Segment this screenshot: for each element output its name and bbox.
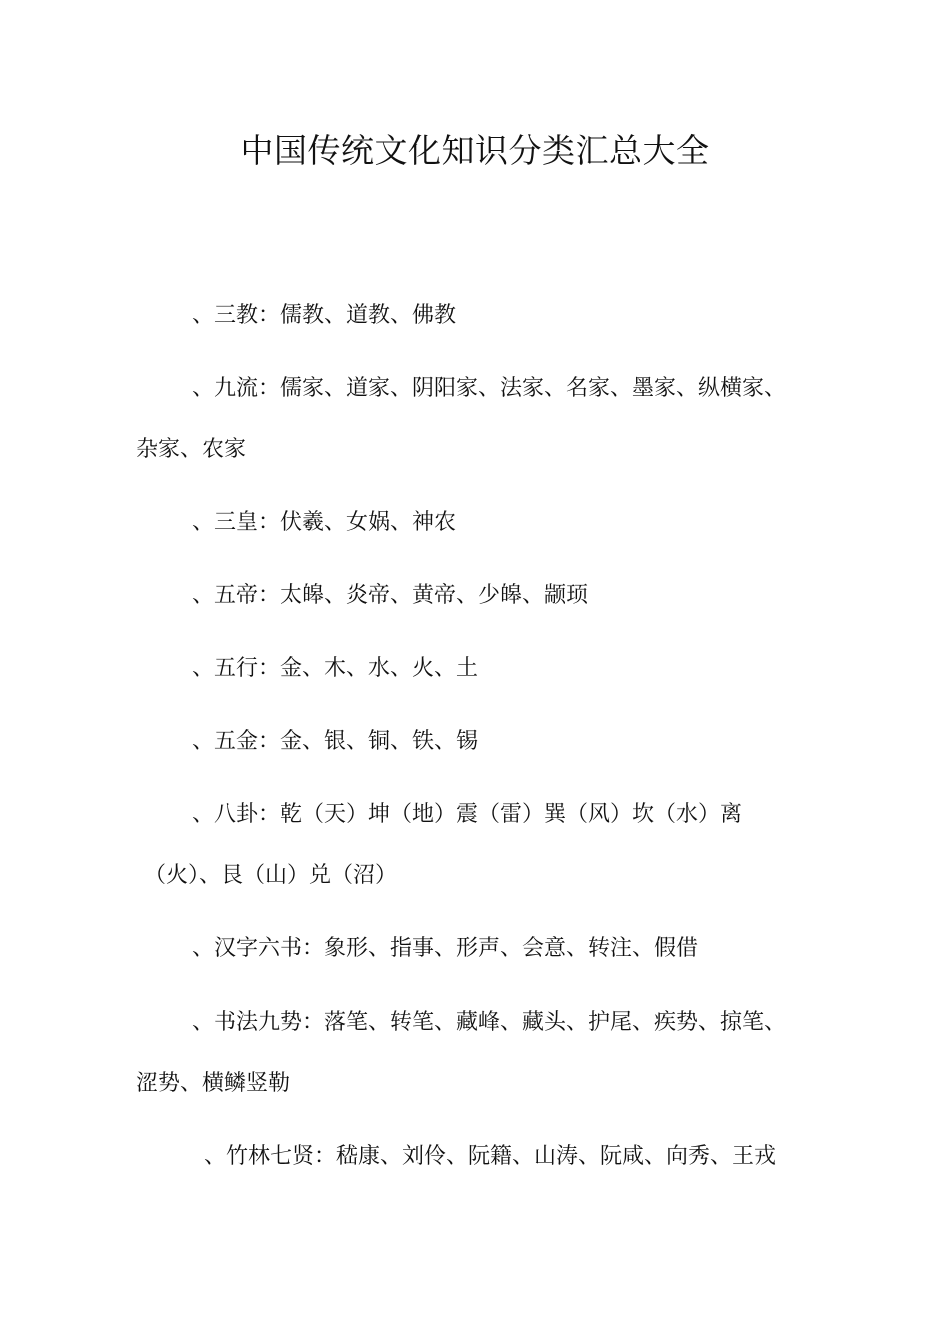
document-title: 中国传统文化知识分类汇总大全 [240, 131, 710, 170]
item-nine-schools-continued: 杂家、农家 [136, 437, 247, 462]
item-five-metals: 、五金：金、银、铜、铁、锡 [192, 729, 479, 754]
item-five-emperors: 、五帝：太皞、炎帝、黄帝、少皞、颛顼 [192, 583, 589, 608]
item-three-sovereigns: 、三皇：伏羲、女娲、神农 [192, 510, 457, 535]
item-seven-sages: 、竹林七贤：嵇康、刘伶、阮籍、山涛、阮咸、向秀、王戎 [204, 1144, 777, 1169]
item-six-scripts: 、汉字六书：象形、指事、形声、会意、转注、假借 [192, 936, 699, 961]
item-calligraphy-nine-forces: 、书法九势：落笔、转笔、藏峰、藏头、护尾、疾势、掠笔、 [192, 1010, 787, 1035]
item-three-religions: 、三教：儒教、道教、佛教 [192, 303, 457, 328]
item-nine-schools: 、九流：儒家、道家、阴阳家、法家、名家、墨家、纵横家、 [192, 376, 787, 401]
item-calligraphy-nine-forces-continued: 涩势、横鳞竖勒 [136, 1071, 291, 1096]
item-five-elements: 、五行：金、木、水、火、土 [192, 656, 479, 681]
item-eight-trigrams: 、八卦：乾（天）坤（地）震（雷）巽（风）坎（水）离 [192, 802, 743, 827]
item-eight-trigrams-continued: （火）、艮（山）兑（沼） [144, 863, 398, 888]
